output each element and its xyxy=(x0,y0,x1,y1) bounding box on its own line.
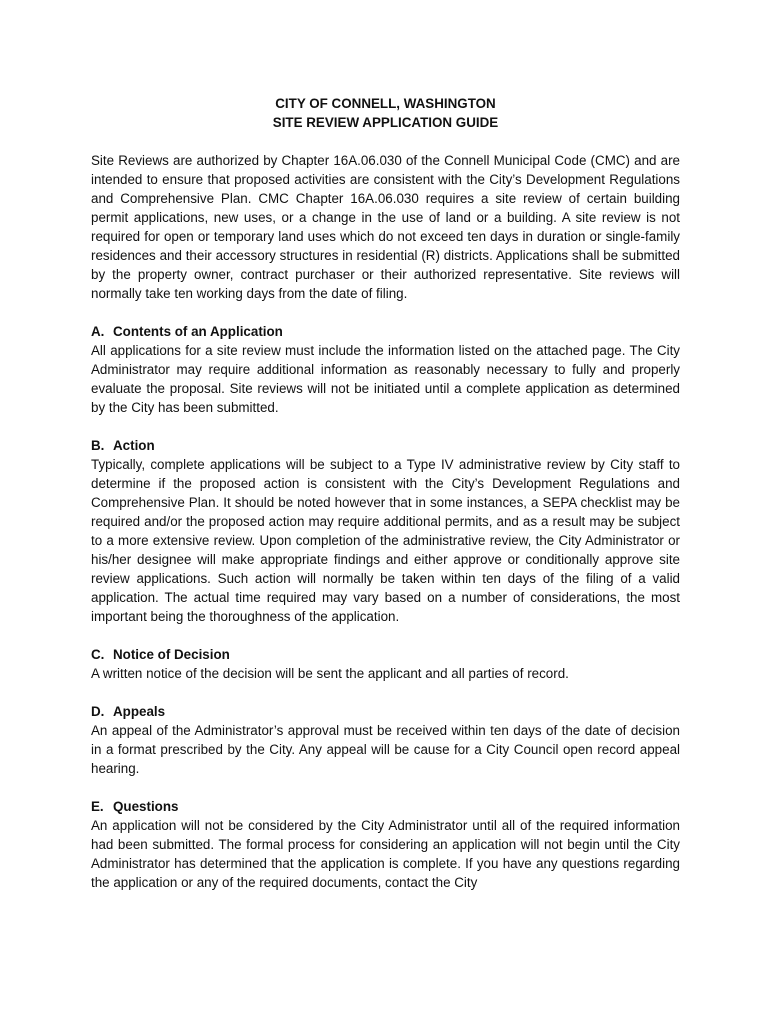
section-heading xyxy=(91,702,680,721)
section-letter: D. xyxy=(91,704,105,719)
section-heading xyxy=(91,797,680,816)
section-title: Notice of Decision xyxy=(113,647,230,662)
section-heading xyxy=(91,645,680,664)
section-body: An appeal of the Administrator’s approval must be received within ten days of the date of decision in a format prescribed by the City. Any appeal will be cause for a City Council open record appeal hearing. xyxy=(91,723,680,776)
section-title: Appeals xyxy=(113,704,166,719)
section-action xyxy=(91,436,680,626)
section-contents-of-application xyxy=(91,322,680,417)
document-page xyxy=(91,94,680,892)
section-title: Questions xyxy=(113,799,179,814)
section-questions xyxy=(91,797,680,892)
section-heading xyxy=(91,322,680,341)
section-letter: A. xyxy=(91,324,105,339)
intro-paragraph: Site Reviews are authorized by Chapter 16A.06.030 of the Connell Municipal Code (CMC) and are intended to ensure that proposed activities are consistent with the City’s Development Regulations and Comprehensive Plan. CMC Chapter 16A.06.030 requires a site review of certain building permit applications, new uses, or a change in the use of land or a building. A site review is not required for open or temporary land uses which do not exceed ten days in duration or single-family residences and their accessory structures in residential (R) districts. Applications shall be submitted by the property owner, contract purchaser or their authorized representative. Site reviews will normally take ten working days from the date of filing. xyxy=(91,153,680,301)
section-title: Action xyxy=(113,438,155,453)
section-appeals xyxy=(91,702,680,778)
section-body: A written notice of the decision will be sent the applicant and all parties of record. xyxy=(91,666,569,681)
section-body: All applications for a site review must include the information listed on the attached page. The City Administrator may require additional information as reasonably necessary to fully and properly evaluate the proposal. Site reviews will not be initiated until a complete application as determined by the City has been submitted. xyxy=(91,343,680,415)
section-body: Typically, complete applications will be subject to a Type IV administrative review by City staff to determine if the proposed action is consistent with the City’s Development Regulations and Comprehensive Plan. It should be noted however that in some instances, a SEPA checklist may be required and/or the proposed action may require additional permits, and as a result may be subject to a more extensive review. Upon completion of the administrative review, the City Administrator or his/her designee will make appropriate findings and either approve or conditionally approve site review applications. Such action will normally be taken within ten days of the filing of a valid application. The actual time required may vary based on a number of considerations, the most important being the thoroughness of the application. xyxy=(91,457,680,624)
section-body: An application will not be considered by the City Administrator until all of the required information had been submitted. The formal process for considering an application will not begin until the City Administrator has determined that the application is complete. If you have any questions regarding the application or any of the required documents, contact the City xyxy=(91,818,680,890)
document-title-line-1: CITY OF CONNELL, WASHINGTON xyxy=(275,96,496,111)
section-notice-of-decision xyxy=(91,645,680,683)
section-heading xyxy=(91,436,680,455)
section-letter: B. xyxy=(91,438,105,453)
document-title-line-2: SITE REVIEW APPLICATION GUIDE xyxy=(272,115,499,130)
section-title: Contents of an Application xyxy=(113,324,283,339)
section-letter: E. xyxy=(91,799,104,814)
section-letter: C. xyxy=(91,647,105,662)
